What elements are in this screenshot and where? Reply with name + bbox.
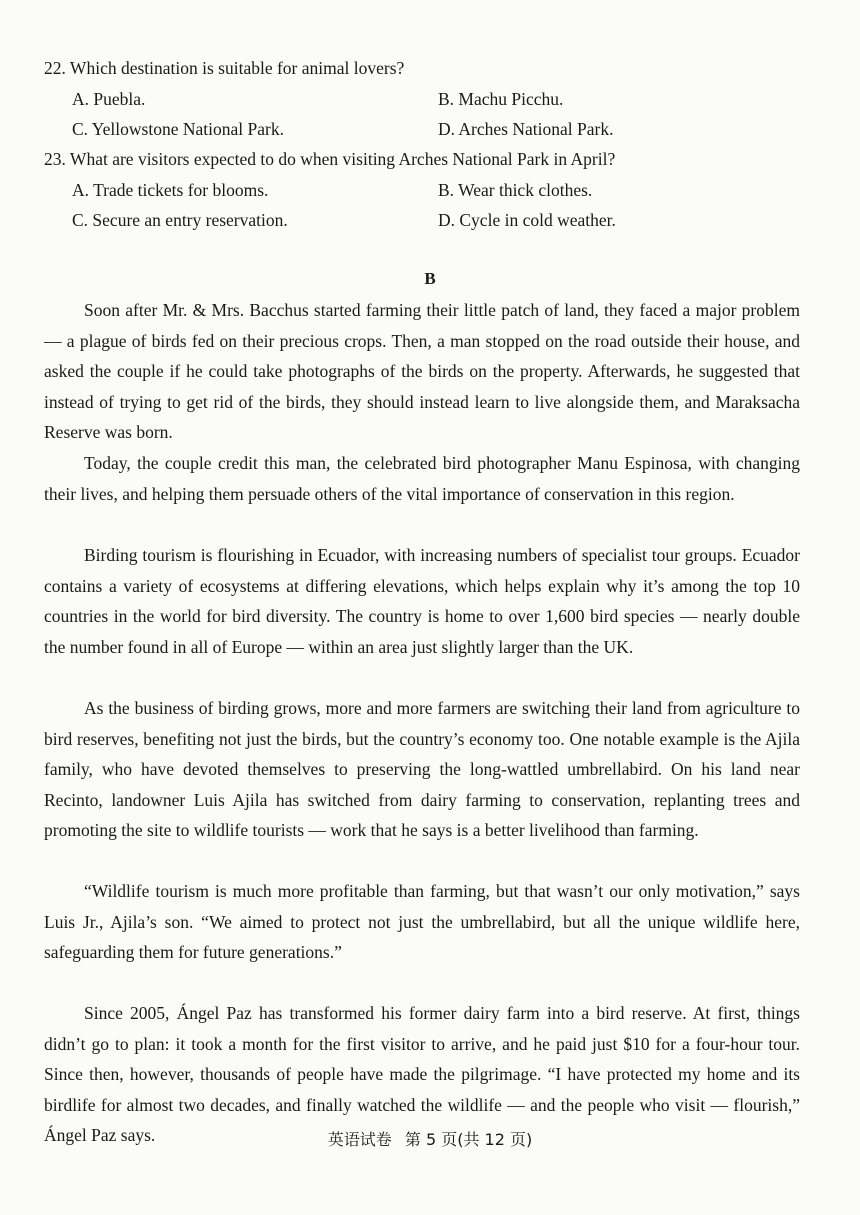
question-22-option-b: B. Machu Picchu. (438, 89, 564, 109)
question-23-option-b: B. Wear thick clothes. (438, 180, 593, 200)
question-22-option-d: D. Arches National Park. (438, 119, 614, 139)
question-23-option-d: D. Cycle in cold weather. (438, 210, 616, 230)
passage-paragraph-3: Birding tourism is flourishing in Ecuador, with increasing numbers of specialist tour groups. Ecuador contains a variety of ecosystems at differing elevations, which helps explain why it’s among the top 10 countries in the world for bird diversity. The country is home to over 1,600 bird species — nearly double the number found in all of Europe — within an area just slightly larger than the UK. (44, 545, 800, 657)
question-22-option-a: A. Puebla. (72, 89, 146, 109)
passage-paragraph-2: Today, the couple credit this man, the celebrated bird photographer Manu Espinosa, with changing their lives, and helping them persuade others of the vital importance of conservation in this region. (44, 453, 800, 504)
footer-subject: 英语试卷 (327, 1130, 392, 1149)
question-23-stem: 23. What are visitors expected to do when visiting Arches National Park in April? (44, 149, 616, 169)
section-title: B (424, 269, 436, 288)
page-footer (0, 1129, 860, 1151)
passage-paragraph-5: “Wildlife tourism is much more profitable than farming, but that wasn’t our only motivation,” says Luis Jr., Ajila’s son. “We aimed to protect not just the umbrellabird, but all the unique wildlife here, safeguarding them for future generations.” (44, 881, 800, 963)
question-23-option-c: C. Secure an entry reservation. (72, 210, 288, 230)
question-23-option-a: A. Trade tickets for blooms. (72, 180, 269, 200)
passage-paragraph-6: Since 2005, Ángel Paz has transformed his former dairy farm into a bird reserve. At first, things didn’t go to plan: it took a month for the first visitor to arrive, and he paid just $10 for a four-hour tour. Since then, however, thousands of people have made the pilgrimage. “I have protected my home and its birdlife for almost two decades, and finally watched the wildlife — and the people who visit — flourish,” Ángel Paz says. (44, 1003, 800, 1146)
question-22-option-c: C. Yellowstone National Park. (72, 119, 284, 139)
question-22-stem: 22. Which destination is suitable for animal lovers? (44, 58, 405, 78)
footer-page-number: 第 5 页(共 12 页) (404, 1130, 533, 1149)
passage-paragraph-1: Soon after Mr. & Mrs. Bacchus started farming their little patch of land, they faced a major problem — a plague of birds fed on their precious crops. Then, a man stopped on the road outside their house, and asked the couple if he could take photographs of the birds on the property. Afterwards, he suggested that instead of trying to get rid of the birds, they should instead learn to live alongside them, and Maraksacha Reserve was born. (44, 300, 800, 443)
passage-paragraph-4: As the business of birding grows, more and more farmers are switching their land from agriculture to bird reserves, benefiting not just the birds, but the country’s economy too. One notable example is the Ajila family, who have devoted themselves to preserving the long-wattled umbrellabird. On his land near Recinto, landowner Luis Ajila has switched from dairy farming to conservation, replanting trees and promoting the site to wildlife tourists — work that he says is a better livelihood than farming. (44, 698, 800, 841)
